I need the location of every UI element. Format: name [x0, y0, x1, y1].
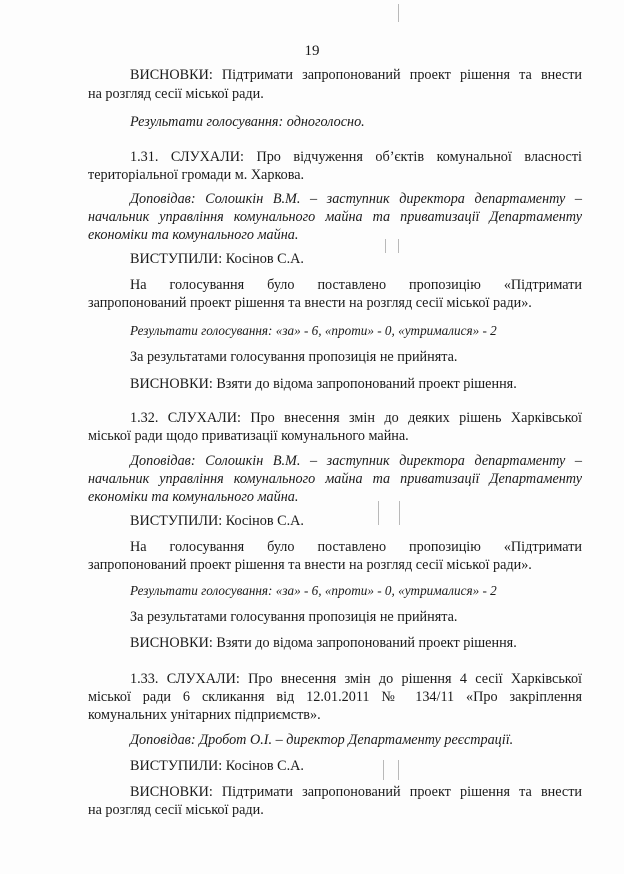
item-heading: територіальної громади м. Харкова. [88, 167, 305, 183]
speaker-line: начальник управління комунального майна та приватизації Департаменту [88, 471, 582, 487]
result-line: За результатами голосування пропозиція не прийнята. [130, 609, 458, 625]
conclusion-line: ВИСНОВКИ: Підтримати запропонований проект рішення та внести [130, 67, 582, 83]
conclusion-line: ВИСНОВКИ: Взяти до відома запропонований проект рішення. [130, 376, 517, 392]
speaker-line: економіки та комунального майна. [88, 227, 299, 243]
voting-result: Результати голосування: «за» - 6, «проти» - 0, «утрималися» - 2 [130, 583, 497, 598]
proposal-line: На голосування було поставлено пропозицію «Підтримати [130, 277, 582, 293]
speaker-line: економіки та комунального майна. [88, 489, 299, 505]
speaker-line: Доповідав: Дробот О.І. – директор Департаменту реєстрації. [130, 732, 514, 748]
scan-artifact [398, 4, 399, 22]
conclusion-line: ВИСНОВКИ: Взяти до відома запропонований проект рішення. [130, 635, 517, 651]
speakers-line: ВИСТУПИЛИ: Косінов С.А. [130, 513, 304, 529]
result-line: За результатами голосування пропозиція не прийнята. [130, 349, 458, 365]
item-heading: 1.31. СЛУХАЛИ: Про відчуження об’єктів комунальної власності [130, 149, 582, 165]
speaker-line: Доповідав: Солошкін В.М. – заступник директора департаменту – [130, 453, 582, 469]
item-heading: 1.33. СЛУХАЛИ: Про внесення змін до рішення 4 сесії Харківської [130, 671, 582, 687]
speakers-line: ВИСТУПИЛИ: Косінов С.А. [130, 251, 304, 267]
conclusion-line: ВИСНОВКИ: Підтримати запропонований проект рішення та внести [130, 784, 582, 800]
voting-result: Результати голосування: «за» - 6, «проти» - 0, «утрималися» - 2 [130, 323, 497, 338]
page-number: 19 [304, 43, 320, 59]
voting-result: Результати голосування: одноголосно. [130, 114, 365, 130]
item-heading: комунальних унітарних підприємств». [88, 707, 321, 723]
conclusion-line: на розгляд сесії міської ради. [88, 802, 264, 818]
speaker-line: начальник управління комунального майна та приватизації Департаменту [88, 209, 582, 225]
speaker-line: Доповідав: Солошкін В.М. – заступник директора департаменту – [130, 191, 582, 207]
proposal-line: запропонований проект рішення та внести на розгляд сесії міської ради». [88, 557, 532, 573]
speakers-line: ВИСТУПИЛИ: Косінов С.А. [130, 758, 304, 774]
item-heading: міської ради щодо приватизації комунального майна. [88, 428, 409, 444]
conclusion-line: на розгляд сесії міської ради. [88, 86, 264, 102]
proposal-line: запропонований проект рішення та внести на розгляд сесії міської ради». [88, 295, 532, 311]
item-heading: 1.32. СЛУХАЛИ: Про внесення змін до деяких рішень Харківської [130, 410, 582, 426]
proposal-line: На голосування було поставлено пропозицію «Підтримати [130, 539, 582, 555]
item-heading: міської ради 6 скликання від 12.01.2011 № 134/11 «Про закріплення [88, 689, 582, 705]
